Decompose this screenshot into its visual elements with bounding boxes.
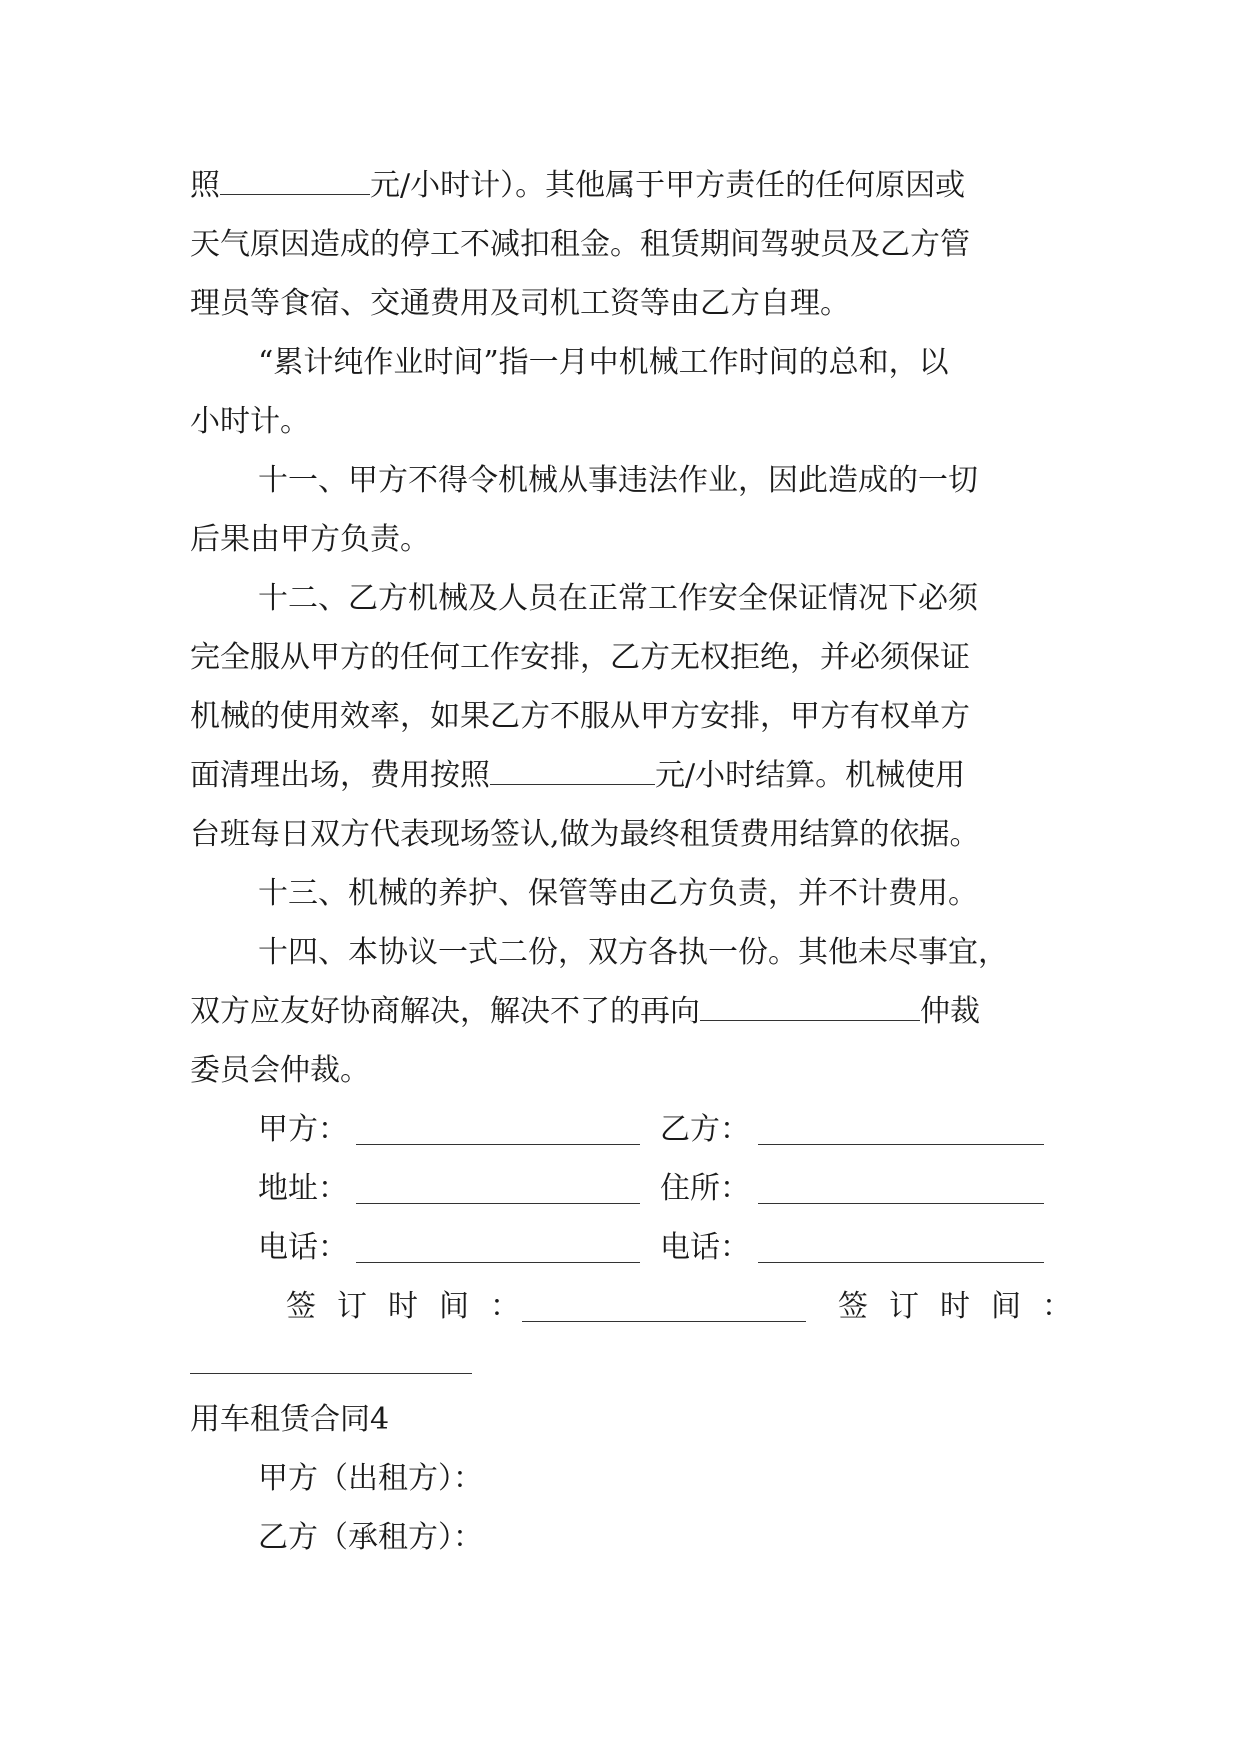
text-segment: 面清理出场，费用按照 <box>190 758 490 793</box>
text-segment: 元/小时计）。其他属于甲方责任的任何原因或 <box>370 168 966 203</box>
text-segment: 元/小时结算。机械使用 <box>655 758 966 793</box>
paragraph-line: 台班每日双方代表现场签认,做为最终租赁费用结算的依据。 <box>190 817 980 852</box>
sign-time-a-line <box>522 1320 806 1322</box>
sign-time-b-label: 签订时间： <box>838 1289 1093 1324</box>
fill-in-blank <box>220 168 370 195</box>
paragraph-line: 十一、甲方不得令机械从事违法作业，因此造成的一切 <box>258 463 978 498</box>
section-title: 用车租赁合同4 <box>190 1402 390 1437</box>
residence-line <box>758 1202 1044 1204</box>
text-segment: 仲裁 <box>920 994 980 1029</box>
address-label: 地址： <box>258 1171 348 1206</box>
text-segment: 双方应友好协商解决，解决不了的再向 <box>190 994 700 1029</box>
sign-time-b-line <box>190 1372 472 1374</box>
lessor-label: 甲方（出租方）： <box>258 1461 483 1496</box>
phone-b-label: 电话： <box>660 1230 750 1265</box>
paragraph-line <box>190 992 980 1032</box>
paragraph-line: 十四、本协议一式二份，双方各执一份。其他未尽事宜， <box>258 935 1008 970</box>
phone-a-label: 电话： <box>258 1230 348 1265</box>
party-b-line <box>758 1143 1044 1145</box>
party-a-line <box>356 1143 640 1145</box>
paragraph-line: 十三、机械的养护、保管等由乙方负责，并不计费用。 <box>258 876 978 911</box>
fill-in-blank <box>700 994 920 1021</box>
residence-label: 住所： <box>660 1171 750 1206</box>
paragraph-line: 后果由甲方负责。 <box>190 522 430 557</box>
lessee-label: 乙方（承租方）： <box>258 1520 483 1555</box>
paragraph-line <box>190 166 965 206</box>
paragraph-line: 机械的使用效率，如果乙方不服从甲方安排，甲方有权单方 <box>190 699 970 734</box>
party-a-label: 甲方： <box>258 1112 348 1147</box>
address-line <box>356 1202 640 1204</box>
fill-in-blank <box>490 758 655 785</box>
phone-a-line <box>356 1261 640 1263</box>
sign-time-a-label: 签订时间： <box>286 1289 541 1324</box>
paragraph-line: 理员等食宿、交通费用及司机工资等由乙方自理。 <box>190 286 850 321</box>
paragraph-line: 天气原因造成的停工不减扣租金。租赁期间驾驶员及乙方管 <box>190 227 970 262</box>
paragraph-line: 十二、乙方机械及人员在正常工作安全保证情况下必须 <box>258 581 978 616</box>
paragraph-line: 小时计。 <box>190 404 310 439</box>
paragraph-line <box>190 756 965 796</box>
paragraph-line: 完全服从甲方的任何工作安排，乙方无权拒绝，并必须保证 <box>190 640 970 675</box>
paragraph-line: 委员会仲裁。 <box>190 1053 370 1088</box>
paragraph-line: “累计纯作业时间”指一月中机械工作时间的总和，以 <box>258 345 949 380</box>
phone-b-line <box>758 1261 1044 1263</box>
text-segment: 照 <box>190 168 220 203</box>
party-b-label: 乙方： <box>660 1112 750 1147</box>
